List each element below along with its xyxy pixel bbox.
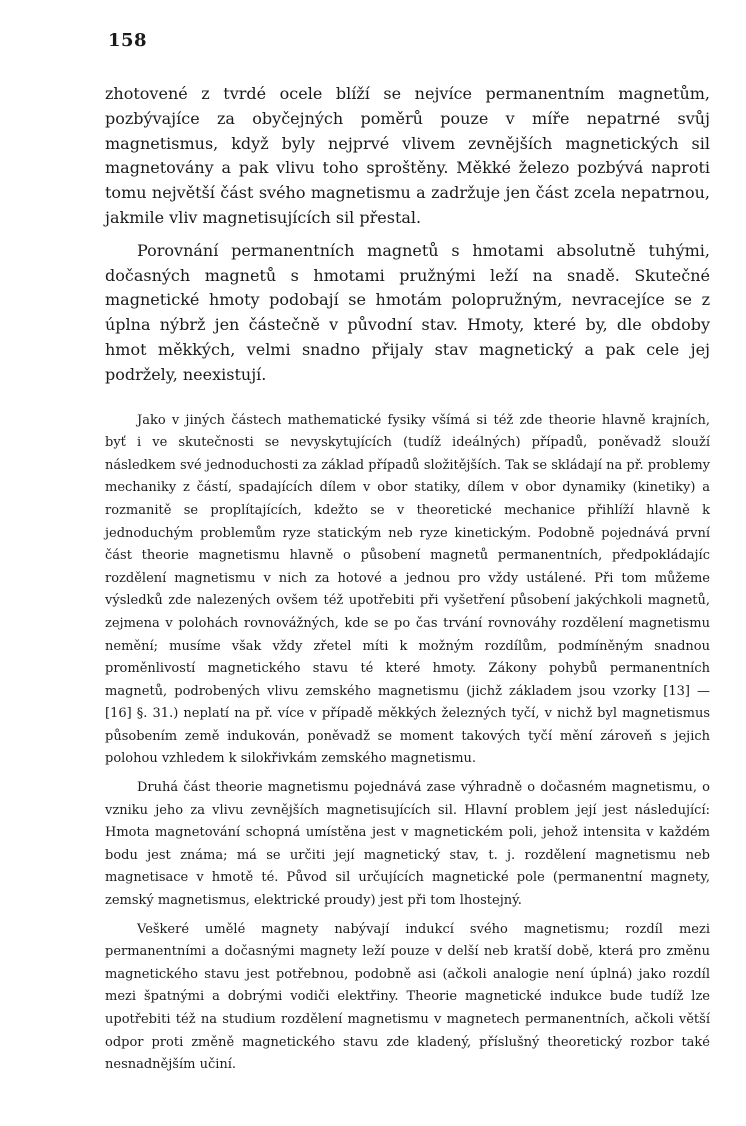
paragraph-comparison: Porovnání permanentních magnetů s hmotami absolutně tuhými, dočasných magnetů s hmotami pružnými leží na snadě. Skutečné magnetické hmoty podobají se hmotám polopružným, nevracejíce se z úplna nýbrž jen částečně v původní stav. Hmoty, které by, dle obdoby hmot měkkých, velmi snadno přijaly stav magnetický a pak cele jej podržely, neexistují. (105, 240, 710, 384)
small-print-section (105, 410, 710, 1077)
paragraph-induction: Veškeré umělé magnety nabývají indukcí svého magnetismu; rozdíl mezi permanentními a dočasnými magnety leží pouze v delší neb kratší době, která pro změnu magnetického stavu jest potřebnou, podobně asi (ačkoli analogie není úplná) jako rozdíl mezi špatnými a dobrými vodiči elektřiny. Theorie magnetické indukce bude tudíž lze upotřebiti též na studium rozdělení magnetismu v magnetech permanentních, ačkoli větší odpor proti změně magnetického stavu zde kladený, příslušný theoretický rozbor také nesnadnějším učiní. (105, 921, 710, 1073)
paragraph-continuation: zhotovené z tvrdé ocele blíží se nejvíce permanentním magnetům, pozbývajíce za obyčejných poměrů pouze v míře nepatrné svůj magnetismus, když byly nejprvé vlivem zevnějších magnetických sil magnetovány a pak vlivu toho sproštěny. Měkké železo pozbývá naproti tomu největší část svého magnetismu a zadržuje jen část zcela nepatrnou, jakmile vliv magnetisujících sil přestal. (105, 84, 710, 227)
page-number: 158 (108, 30, 148, 51)
paragraph-second-part: Druhá část theorie magnetismu pojednává zase výhradně o dočasném magnetismu, o vzniku jeho za vlivu zevnějších magnetisujících sil. Hlavní problem její jest následující: Hmota magnetování schopná umístěna jest v magnetickém poli, jehož intensita v každém bodu jest známa; má se určiti její magnetický stav, t. j. rozdělení magnetismu neb magnetisace v hmotě té. Původ sil určujících magnetické pole (permanentní magnety, zemský magnetismus, elektrické proudy) jest při tom lhostejný. (105, 780, 710, 909)
main-text (105, 82, 710, 1083)
paragraph-theory-intro: Jako v jiných částech mathematické fysiky všímá si též zde theorie hlavně krajních, byť i ve skutečnosti se nevyskytujících (tudíž ideálných) případů, poněvadž slouží následkem své jednoduchosti za základ případů složitějších. Tak se skládají na př. problemy mechaniky z částí, spadajících dílem v obor statiky, dílem v obor dynamiky (kinetiky) a rozmanitě se proplítajících, kdežto se v theoretické mechanice přihlíží hlavně k jednoduchým problemům ryze statickým neb ryze kinetickým. Podobně pojednává první část theorie magnetismu hlavně o působení magnetů permanentních, předpokládajíc rozdělení magnetismu v nich za hotové a jednou pro vždy ustálené. Při tom můžeme výsledků zde nalezených ovšem též upotřebiti při vyšetření působení jakýchkoli magnetů, zejmena v polohách rovnovážných, kde se po čas trvání rovnováhy rozdělení magnetismu nemění; musíme však vždy zřetel míti k možným rozdílům, podmíněným snadnou proměnlivostí magnetického stavu té které hmoty. Zákony pohybů permanentních magnetů, podrobených vlivu zemského magnetismu (jichž základem jsou vzorky [13] — [16] §. 31.) neplatí na př. více v případě měkkých železných tyčí, v nichž byl magnetismus působením země indukován, poněvadž se moment takových tyčí mění zároveň s jejich polohou vzhledem k silokřivkám zemského magnetismu. (105, 412, 710, 767)
